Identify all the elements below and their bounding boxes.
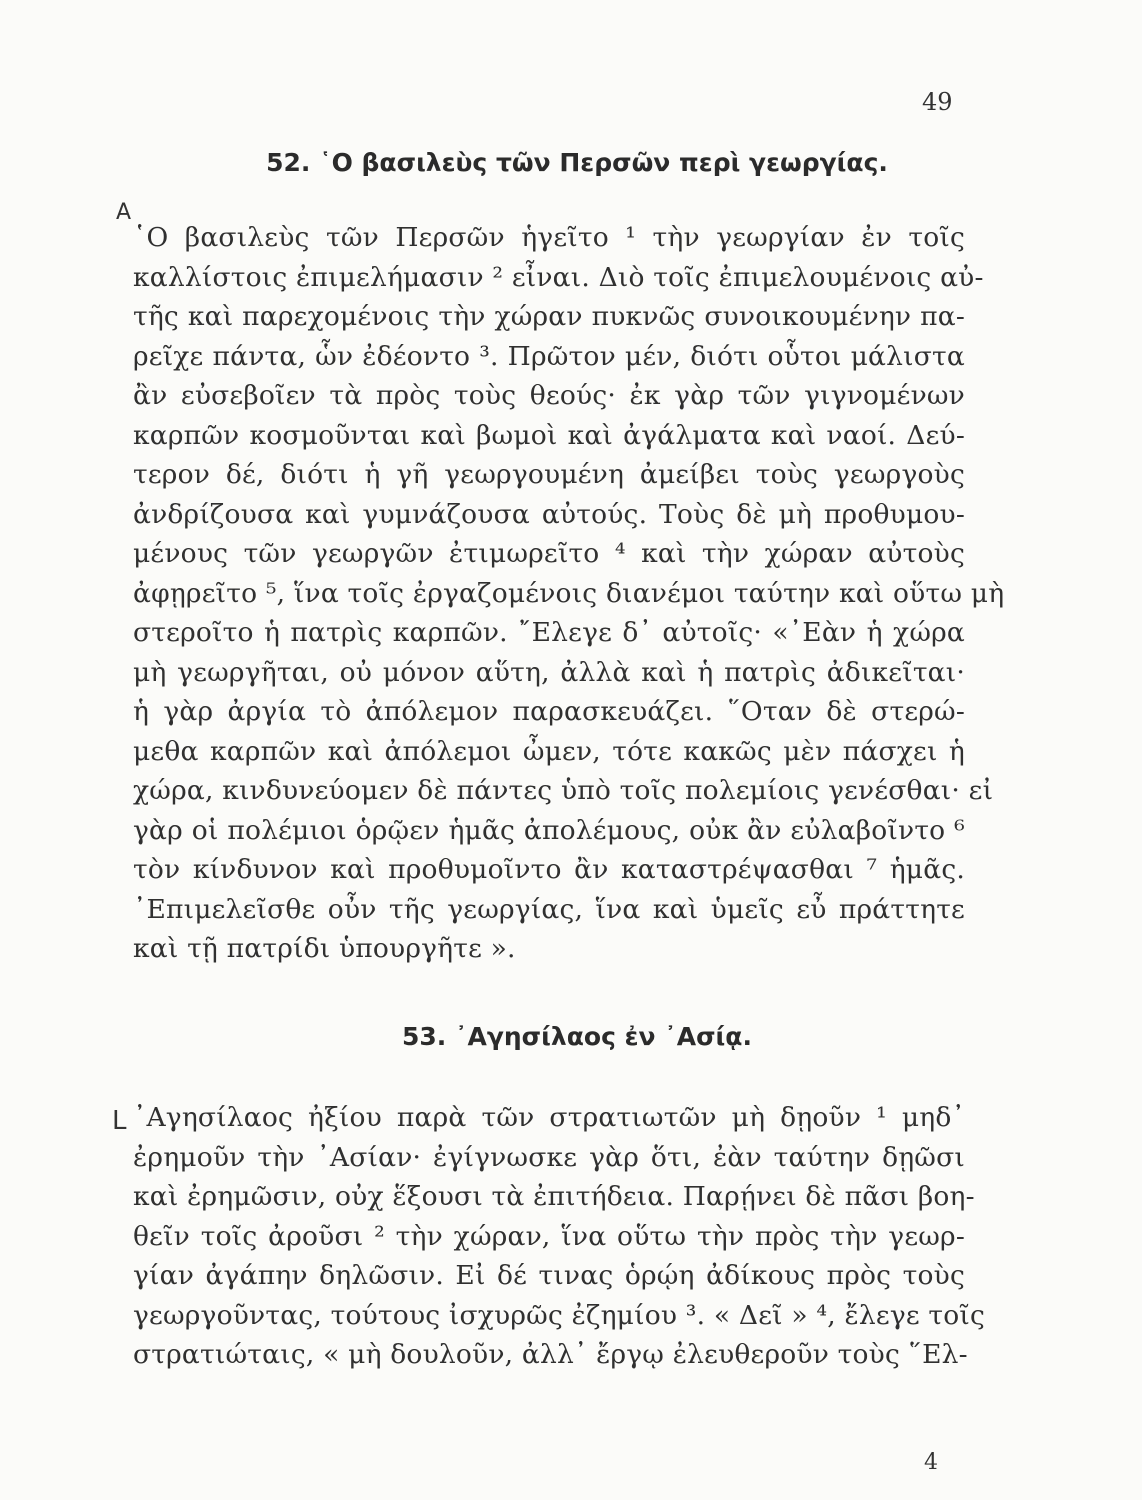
text-line: καὶ ἐρημῶσιν, οὐχ ἕξουσι τὰ ἐπιτήδεια. Παρῄνει δὲ πᾶσι βοη- [133,1181,975,1212]
text-line: γίαν ἀγάπην δηλῶσιν. Εἰ δέ τινας ὁρῴη ἀδίκους πρὸς τοὺς [133,1260,965,1291]
text-line: τῆς καὶ παρεχομένοις τὴν χώραν πυκνῶς συνοικουμένην πα- [133,301,965,332]
text-line: μεθα καρπῶν καὶ ἀπόλεμοι ὦμεν, τότε κακῶς μὲν πάσχει ἡ [133,735,965,767]
text-line: ρεῖχε πάντα, ὧν ἐδέοντο ³. Πρῶτον μέν, διότι οὗτοι μάλιστα [133,340,965,372]
text-line: χώρα, κινδυνεύομεν δὲ πάντες ὑπὸ τοῖς πολεμίοις γενέσθαι· εἰ [133,775,994,806]
text-line: ἐρημοῦν τὴν ᾽Ασίαν· ἐγίγνωσκε γὰρ ὅτι, ἐὰν ταύτην δῃῶσι [133,1141,965,1173]
margin-annotation-l: L [112,1106,127,1136]
text-line: μὴ γεωργῆται, οὐ μόνον αὕτη, ἀλλὰ καὶ ἡ πατρὶς ἀδικεῖται· [133,656,965,688]
signature-mark: 4 [924,1450,938,1475]
text-line: καρπῶν κοσμοῦνται καὶ βωμοὶ καὶ ἀγάλματα καὶ ναοί. Δεύ- [133,419,965,451]
text-line: στεροῖτο ἡ πατρὶς καρπῶν. ῎Ελεγε δ᾽ αὐτοῖς· «᾽Εὰν ἡ χώρα [133,617,965,648]
text-line: καὶ τῇ πατρίδι ὑπουργῆτε ». [133,933,516,964]
section-52-heading: 52. ῾Ο βασιλεὺς τῶν Περσῶν περὶ γεωργίας. [266,148,888,177]
text-line: θεῖν τοῖς ἀροῦσι ² τὴν χώραν, ἵνα οὕτω τὴν πρὸς τὴν γεωρ- [133,1220,965,1252]
section-52-body [133,218,1005,969]
page-number: 49 [922,88,953,116]
text-line: τὸν κίνδυνον καὶ προθυμοῖντο ἂν καταστρέψασθαι ⁷ ἡμᾶς. [133,854,965,885]
text-line: μένους τῶν γεωργῶν ἐτιμωρεῖτο ⁴ καὶ τὴν χώραν αὐτοὺς [133,538,965,569]
text-line: ἀνδρίζουσα καὶ γυμνάζουσα αὐτούς. Τοὺς δὲ μὴ προθυμου- [133,498,965,530]
text-line: ᾽Επιμελεῖσθε οὖν τῆς γεωργίας, ἵνα καὶ ὑμεῖς εὖ πράττητε [133,893,965,925]
text-line: ἀφῃρεῖτο ⁵, ἵνα τοῖς ἐργαζομένοις διανέμοι ταύτην καὶ οὕτω μὴ [133,577,1005,609]
text-line: ᾽Αγησίλαος ἠξίου παρὰ τῶν στρατιωτῶν μὴ δῃοῦν ¹ μηδ᾽ [133,1102,965,1133]
section-53-heading: 53. ᾽Αγησίλαος ἐν ᾽Ασίᾳ. [402,1022,752,1051]
section-53-body [133,1098,986,1375]
text-line: ῾Ο βασιλεὺς τῶν Περσῶν ἡγεῖτο ¹ τὴν γεωργίαν ἐν τοῖς [133,222,965,253]
margin-annotation-a: A [116,200,132,225]
text-line: καλλίστοις ἐπιμελήμασιν ² εἶναι. Διὸ τοῖς ἐπιμελουμένοις αὐ- [133,261,984,293]
text-line: γὰρ οἱ πολέμιοι ὁρῷεν ἡμᾶς ἀπολέμους, οὐκ ἂν εὐλαβοῖντο ⁶ [133,814,965,846]
text-line: στρατιώταις, « μὴ δουλοῦν, ἀλλ᾽ ἔργῳ ἐλευθεροῦν τοὺς ῞Ελ- [133,1339,968,1370]
text-line: ἂν εὐσεβοῖεν τὰ πρὸς τοὺς θεούς· ἐκ γὰρ τῶν γιγνομένων [133,380,965,411]
text-line: γεωργοῦντας, τούτους ἰσχυρῶς ἐζημίου ³. « Δεῖ » ⁴, ἔλεγε τοῖς [133,1299,986,1331]
text-line: ἡ γὰρ ἀργία τὸ ἀπόλεμον παρασκευάζει. ῞Οταν δὲ στερώ- [133,696,965,727]
text-line: τερον δέ, διότι ἡ γῆ γεωργουμένη ἀμείβει τοὺς γεωργοὺς [133,459,965,490]
